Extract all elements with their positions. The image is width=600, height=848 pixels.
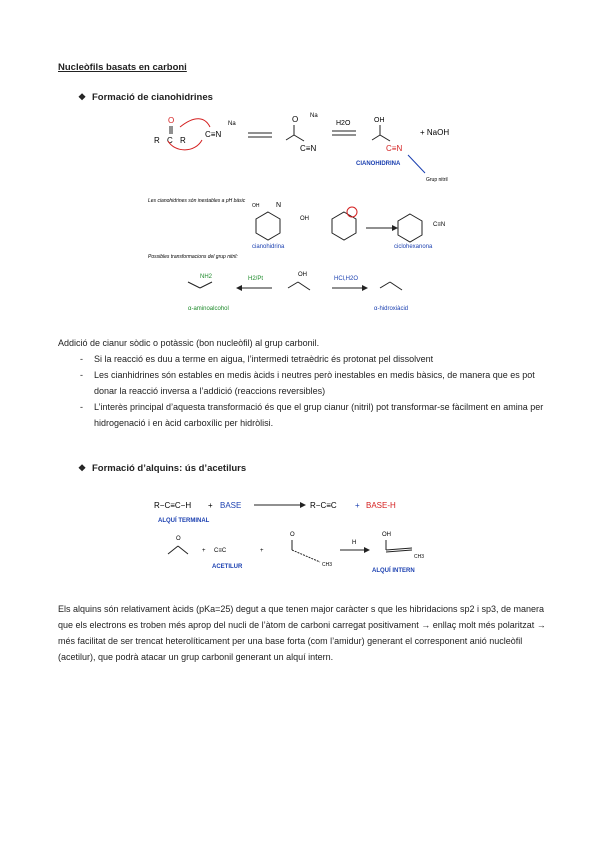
cianohidrina-label: CIANOHIDRINA <box>356 161 401 167</box>
alkoxide-oxygen: O <box>292 115 299 124</box>
bond <box>188 282 200 288</box>
hydroxyl-group: OH <box>374 117 385 124</box>
plus-sign: + <box>260 548 264 554</box>
nitrile-transformations-scheme <box>148 250 468 320</box>
terminal-alkyne: R−C≡C−H <box>154 501 192 510</box>
instability-note: Les cianohidrines són inestables a pH bàsic <box>148 198 246 204</box>
bond <box>298 282 310 290</box>
plus-sign: + <box>202 548 206 554</box>
list-item: - Si la reacció es duu a terme en aigua, l’intermedi tetraèdric és protonat pel dissolvent <box>58 351 548 367</box>
acetylide-explanation: Els alquins són relativament àcids (pKa=25) degut a que tenen major caràcter s que les hibridacions sp2 i sp3, de manera que els electrons es troben més aprop del nucli de l’àtom de carboni carregat positivament → enllaç molt més polaritzat → més facilitat de ser trencat heterolíticament per una base forta (com l’amidur) generant el corresponent anió nucleòfil (acetilur), que podrà atacar un grup carbonil generant un alquí intern. <box>58 604 546 662</box>
plus-sign: + <box>208 501 213 510</box>
hydroxyacid-name: α-hidroxiàcid <box>374 306 409 312</box>
transformations-note: Possibles transformacions del grup nitril: <box>148 254 238 260</box>
carbonyl-carbon: C <box>167 136 173 145</box>
alkyne-bond <box>386 548 412 550</box>
list-item: - L’interès principal d’aquesta transformació és que el grup cianur (nitril) pot transformar-se fàcilment en amina per hidrogenació i en àcid carboxílic per hidròlisi. <box>58 399 548 431</box>
acetylide-anion: R−C≡C <box>310 501 337 510</box>
aminoalcohol-name: α-aminoalcohol <box>188 306 229 312</box>
cyclohexane-ring <box>332 212 356 240</box>
section-alquins <box>78 463 246 474</box>
section-cianohidrines <box>78 92 213 103</box>
section-heading: Formació d’alquins: ús d’acetilurs <box>92 463 247 474</box>
cyclohexane-ring <box>256 212 280 240</box>
alkoxide-highlight <box>347 207 357 217</box>
sodium-ion: Na <box>228 121 236 127</box>
curved-arrow-icon <box>180 119 210 127</box>
acetylide-reagent: C≡C <box>214 548 227 554</box>
naoh-byproduct: + NaOH <box>420 128 450 137</box>
arrow-head-icon <box>236 285 242 291</box>
bond <box>168 546 178 554</box>
cyclohexanone-ring <box>398 214 422 242</box>
bond <box>288 282 298 288</box>
hydroxide-ion: OH <box>300 216 309 222</box>
arrow-head-icon <box>362 285 368 291</box>
arrow-head-icon <box>300 502 306 508</box>
conjugate-acid: BASE-H <box>366 501 396 510</box>
proton-reagent: H <box>352 540 357 546</box>
ciclohexanona-name: ciclohexanona <box>394 244 433 250</box>
arrow-head-icon <box>364 547 370 553</box>
r-group: R <box>154 136 160 145</box>
cyanohydrin-mechanism-scheme <box>150 105 480 185</box>
hydroxyl-group: OH <box>382 532 391 538</box>
carbonyl-oxygen: O <box>168 116 175 125</box>
oh-label: OH <box>298 272 307 278</box>
r-group: R <box>180 136 186 145</box>
bond <box>178 546 188 554</box>
cianohidrina-name: cianohidrina <box>252 244 285 250</box>
list-item: - Les cianhidrines són estables en medis àcids i neutres però inestables en medis bàsics, de manera que es pot donar la reacció inversa a l’addició (reaccions reversibles) <box>58 367 548 399</box>
bond <box>294 135 304 141</box>
alkyne-bond <box>292 550 320 562</box>
bond <box>372 135 380 140</box>
cyanohydrin-instability-scheme <box>148 190 468 250</box>
bond <box>390 282 402 290</box>
cyanide-addition-list <box>58 351 548 431</box>
alqui-intern-label: ALQUÍ INTERN <box>372 568 415 574</box>
section-heading: Formació de cianohidrines <box>92 92 213 103</box>
plus-sign: + <box>355 501 360 510</box>
nitrile-label: Grup nitril <box>426 177 448 183</box>
ch3-group: CH3 <box>414 554 425 560</box>
water-reagent: H2O <box>336 120 351 127</box>
acetilur-label: ACETILUR <box>212 564 243 570</box>
diamond-bullet-icon: ❖ <box>78 463 87 473</box>
hydrolysis-reagent: HCl,H2O <box>334 276 359 282</box>
diamond-bullet-icon: ❖ <box>78 92 87 102</box>
alkoxide-oxygen: O <box>290 532 295 538</box>
alqui-terminal-label: ALQUÍ TERMINAL <box>158 518 210 524</box>
hydrogenation-reagent: H2/Pt <box>248 276 264 282</box>
cyanide-ion: C≡N <box>205 130 222 139</box>
pointer-arrow-icon <box>408 155 425 173</box>
bond <box>200 282 212 288</box>
bond <box>380 135 390 141</box>
acetylide-scheme <box>150 492 470 582</box>
nitrile-n: N <box>276 202 282 209</box>
ch3-group: CH3 <box>322 562 333 568</box>
base-reagent: BASE <box>220 501 242 510</box>
nh2-group: NH2 <box>200 274 213 280</box>
sodium-ion: Na <box>310 113 318 119</box>
alkyne-bond <box>386 550 412 552</box>
arrow-head-icon <box>392 225 398 231</box>
nitrile-group: C≡N <box>386 144 403 153</box>
cyanide-ion: C≡N <box>433 222 446 228</box>
bond <box>286 135 294 140</box>
nitrile-group: C≡N <box>300 144 317 153</box>
cyanide-addition-intro: Addició de cianur sòdic o potàssic (bon nucleòfil) al grup carbonil. <box>58 338 320 348</box>
bond <box>380 282 390 288</box>
oh-label: OH <box>252 203 260 209</box>
carbonyl-oxygen: O <box>176 536 181 542</box>
page-title: Nucleòfils basats en carboni <box>58 62 187 73</box>
